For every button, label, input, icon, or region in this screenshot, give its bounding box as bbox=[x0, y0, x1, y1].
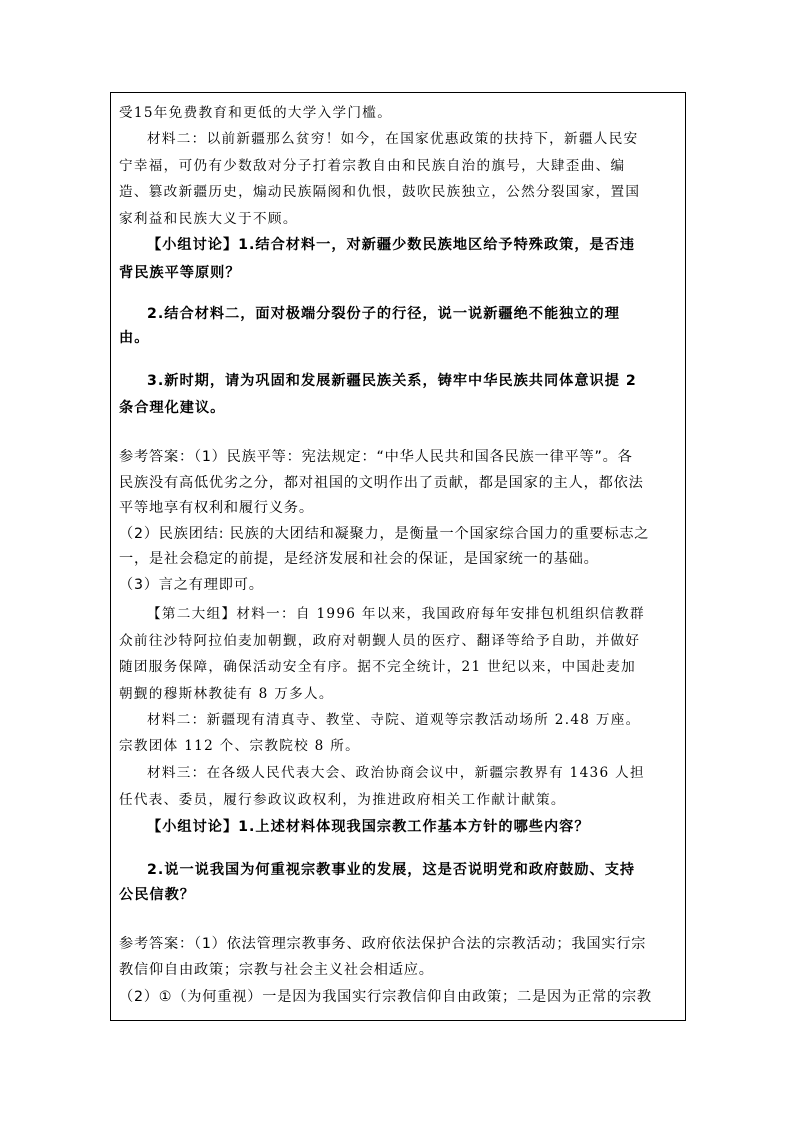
answer-line: 民族没有高低优劣之分，都对祖国的文明作出了贡献，都是国家的主人，都依法 bbox=[119, 475, 644, 491]
text-line: 家利益和民族大义于不顾。 bbox=[119, 211, 298, 227]
discussion-question: 条合理化建议。 bbox=[119, 400, 226, 416]
discussion-question: 公民信教？ bbox=[119, 887, 195, 903]
answer-line: （2）民族团结: 民族的大团结和凝聚力，是衡量一个国家综合国力的重要标志之 bbox=[119, 526, 650, 542]
answer-line: （2）①（为何重视）一是因为我国实行宗教信仰自由政策；二是因为正常的宗教 bbox=[119, 989, 652, 1005]
text-line: 材料三：在各级人民代表大会、政治协商会议中，新疆宗教界有 1436 人担 bbox=[147, 765, 645, 781]
text-line: 众前往沙特阿拉伯麦加朝觐，政府对朝觐人员的医疗、翻译等给予自助，并做好 bbox=[119, 633, 641, 649]
answer-line: 教信仰自由政策；宗教与社会主义社会相适应。 bbox=[119, 962, 434, 978]
answer-line: 一，是社会稳定的前提，是经济发展和社会的保证，是国家统一的基础。 bbox=[119, 551, 599, 567]
discussion-question: 2.说一说我国为何重视宗教事业的发展，这是否说明党和政府鼓励、支持 bbox=[147, 862, 636, 878]
discussion-question: 由。 bbox=[119, 330, 150, 346]
answer-line: 参考答案：（1）依法管理宗教事务、政府依法保护合法的宗教活动；我国实行宗 bbox=[119, 936, 647, 952]
discussion-question: 3.新时期，请为巩固和发展新疆民族关系，铸牢中华民族共同体意识提 2 bbox=[147, 373, 637, 389]
answer-line: （3）言之有理即可。 bbox=[119, 577, 264, 593]
text-line: 材料二：以前新疆那么贫穷！如今，在国家优惠政策的扶持下，新疆人民安 bbox=[147, 131, 639, 147]
text-line: 材料二：新疆现有清真寺、教堂、寺院、道观等宗教活动场所 2.48 万座。 bbox=[147, 712, 641, 728]
text-line: 宗教团体 112 个、宗教院校 8 所。 bbox=[119, 738, 361, 754]
text-line: 受15年免费教育和更低的大学入学门槛。 bbox=[119, 105, 393, 121]
answer-line: 平等地享有权利和履行义务。 bbox=[119, 500, 314, 516]
text-line: 朝觐的穆斯林教徒有 8 万多人。 bbox=[119, 686, 334, 702]
text-line: 【第二大组】材料一：自 1996 年以来，我国政府每年安排包机组织信教群 bbox=[147, 606, 645, 622]
discussion-question: 2.结合材料二，面对极端分裂份子的行径，说一说新疆绝不能独立的理 bbox=[147, 306, 620, 322]
answer-line: 参考答案：（1）民族平等：宪法规定：“中华人民共和国各民族一律平等”。各 bbox=[119, 449, 633, 465]
text-line: 任代表、委员，履行参政议政权利，为推进政府相关工作献计献策。 bbox=[119, 792, 566, 808]
discussion-question: 【小组讨论】1.上述材料体现我国宗教工作基本方针的哪些内容？ bbox=[147, 819, 590, 835]
text-line: 宁幸福，可仍有少数敌对分子打着宗教自由和民族自治的旗号，大肆歪曲、编 bbox=[119, 158, 626, 174]
discussion-question: 背民族平等原则？ bbox=[119, 265, 241, 281]
text-line: 造、篡改新疆历史，煽动民族隔阂和仇恨，鼓吹民族独立，公然分裂国家，置国 bbox=[119, 184, 641, 200]
discussion-question: 【小组讨论】1.结合材料一，对新疆少数民族地区给予特殊政策，是否违 bbox=[147, 237, 636, 253]
text-line: 随团服务保障，确保活动安全有序。据不完全统计，21 世纪以来，中国赴麦加 bbox=[119, 659, 637, 675]
content-table-cell bbox=[110, 92, 686, 1021]
